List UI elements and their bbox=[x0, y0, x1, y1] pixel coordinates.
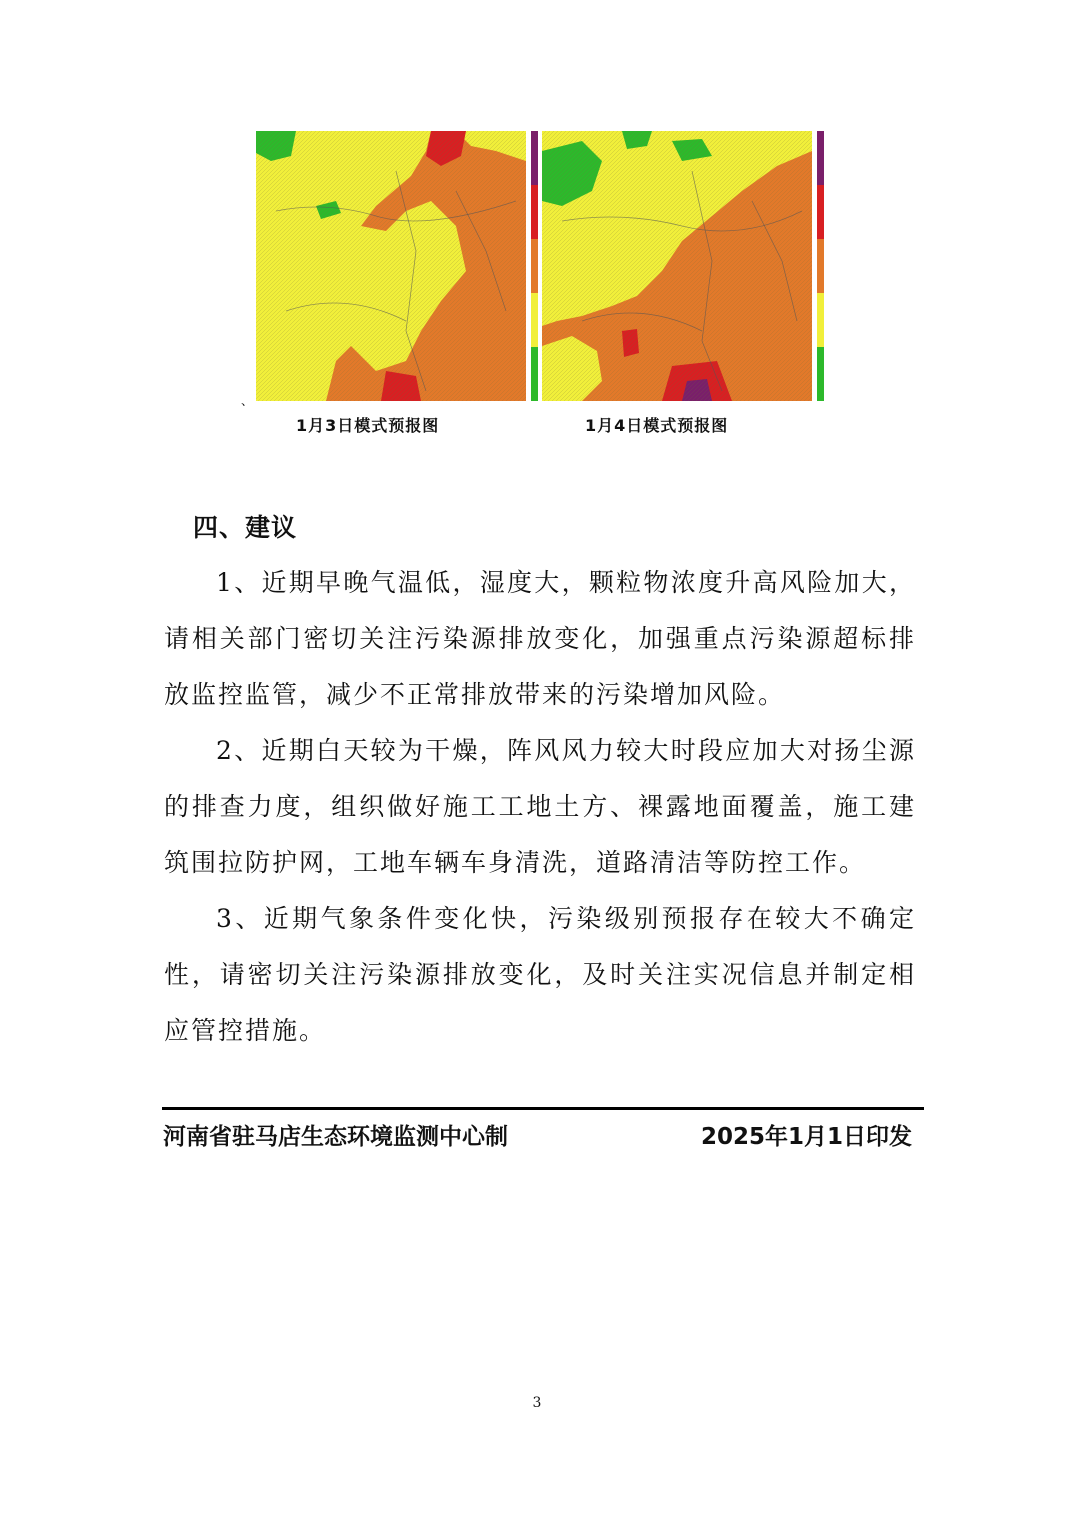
figure-caption-jan3: 1月3日模式预报图 bbox=[296, 416, 440, 435]
color-legend-jan4 bbox=[817, 131, 824, 401]
footer-issuer: 河南省驻马店生态环境监测中心制 bbox=[163, 1124, 508, 1150]
page-number: 3 bbox=[532, 1395, 542, 1411]
forecast-map-jan3 bbox=[256, 131, 526, 401]
recommendation-paragraph-2: 2、近期白天较为干燥，阵风风力较大时段应加大对扬尘源的排查力度，组织做好施工工地土方、裸露地面覆盖，施工建筑围拉防护网，工地车辆车身清洗，道路清洁等防控工作。 bbox=[164, 736, 916, 877]
recommendation-paragraph-1: 1、近期早晚气温低，湿度大，颗粒物浓度升高风险加大，请相关部门密切关注污染源排放变化，加强重点污染源超标排放监控监管，减少不正常排放带来的污染增加风险。 bbox=[164, 568, 916, 709]
footer-divider bbox=[162, 1107, 924, 1110]
footer-issue-date: 2025年1月1日印发 bbox=[700, 1124, 912, 1150]
section-heading: 四、建议 bbox=[193, 513, 298, 542]
recommendation-paragraph-3: 3、近期气象条件变化快，污染级别预报存在较大不确定性，请密切关注污染源排放变化，及时关注实况信息并制定相应管控措施。 bbox=[164, 904, 916, 1045]
figure-caption-jan4: 1月4日模式预报图 bbox=[585, 416, 729, 435]
color-legend-jan3 bbox=[531, 131, 538, 401]
forecast-map-jan4 bbox=[542, 131, 812, 401]
stray-mark: 、 bbox=[241, 394, 254, 408]
